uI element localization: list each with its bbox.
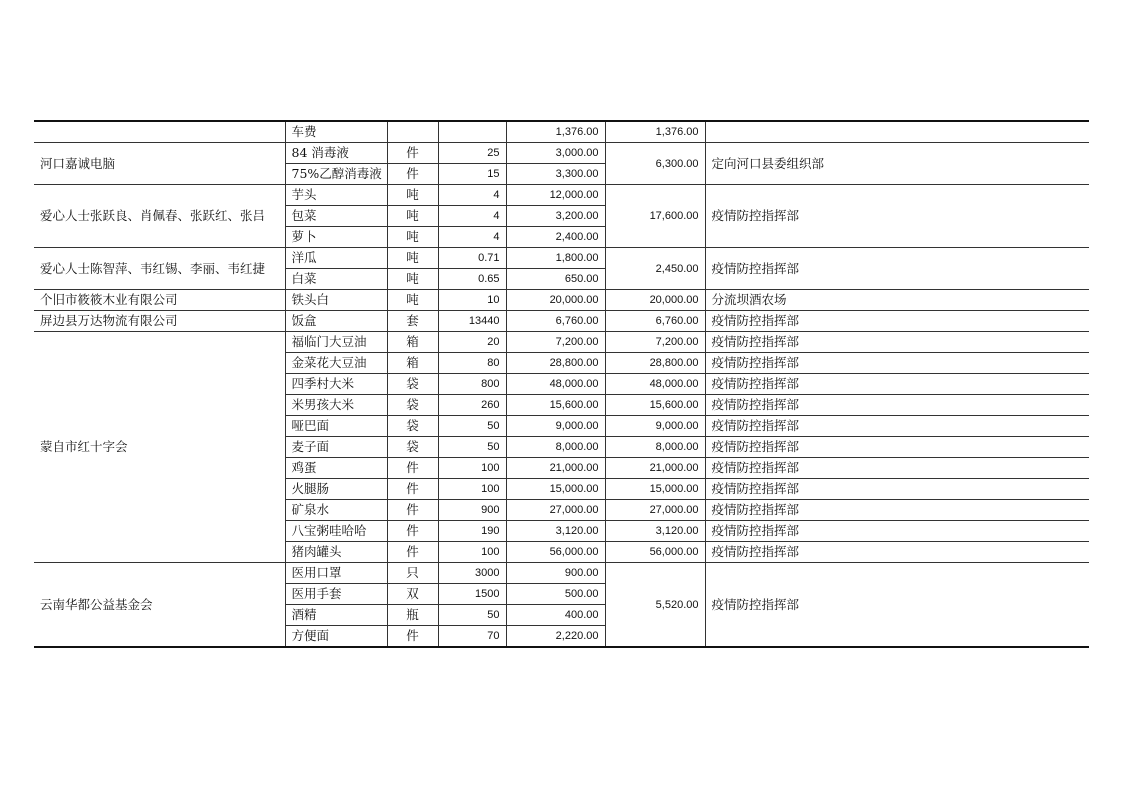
total-cell: 15,600.00 (605, 395, 705, 416)
item-name-cell: 福临门大豆油 (285, 332, 387, 353)
item-name-cell: 芋头 (285, 185, 387, 206)
donor-cell: 蒙自市红十字会 (34, 332, 285, 563)
total-cell: 6,760.00 (605, 311, 705, 332)
destination-cell: 疫情防控指挥部 (705, 437, 1089, 458)
unit-cell: 吨 (387, 206, 438, 227)
amount-cell: 2,400.00 (506, 227, 605, 248)
item-name-cell: 酒精 (285, 605, 387, 626)
destination-cell: 疫情防控指挥部 (705, 395, 1089, 416)
total-cell: 5,520.00 (605, 563, 705, 648)
total-cell: 15,000.00 (605, 479, 705, 500)
unit-cell: 吨 (387, 248, 438, 269)
quantity-cell (438, 121, 506, 143)
item-name-cell: 萝卜 (285, 227, 387, 248)
table-row (34, 332, 1089, 353)
donor-cell: 爱心人士陈智萍、韦红锡、李丽、韦红捷 (34, 248, 285, 290)
amount-cell: 6,760.00 (506, 311, 605, 332)
amount-cell: 400.00 (506, 605, 605, 626)
amount-cell: 900.00 (506, 563, 605, 584)
donor-cell: 个旧市筱筱木业有限公司 (34, 290, 285, 311)
quantity-cell: 25 (438, 143, 506, 164)
unit-cell: 套 (387, 311, 438, 332)
item-name-cell: 金菜花大豆油 (285, 353, 387, 374)
destination-cell: 疫情防控指挥部 (705, 458, 1089, 479)
amount-cell: 3,120.00 (506, 521, 605, 542)
total-cell: 6,300.00 (605, 143, 705, 185)
donor-cell: 屏边县万达物流有限公司 (34, 311, 285, 332)
quantity-cell: 900 (438, 500, 506, 521)
quantity-cell: 800 (438, 374, 506, 395)
unit-cell: 吨 (387, 227, 438, 248)
item-name-cell: 猪肉罐头 (285, 542, 387, 563)
item-name-cell: 白菜 (285, 269, 387, 290)
unit-cell: 件 (387, 626, 438, 648)
amount-cell: 650.00 (506, 269, 605, 290)
item-name-cell: 哑巴面 (285, 416, 387, 437)
total-cell: 27,000.00 (605, 500, 705, 521)
destination-cell: 疫情防控指挥部 (705, 332, 1089, 353)
unit-cell: 件 (387, 458, 438, 479)
destination-cell: 疫情防控指挥部 (705, 185, 1089, 248)
donor-cell: 云南华都公益基金会 (34, 563, 285, 648)
destination-cell: 分流坝酒农场 (705, 290, 1089, 311)
unit-cell (387, 121, 438, 143)
unit-cell: 袋 (387, 374, 438, 395)
unit-cell: 袋 (387, 416, 438, 437)
quantity-cell: 260 (438, 395, 506, 416)
destination-cell: 定向河口县委组织部 (705, 143, 1089, 185)
unit-cell: 袋 (387, 437, 438, 458)
total-cell: 9,000.00 (605, 416, 705, 437)
quantity-cell: 0.65 (438, 269, 506, 290)
total-cell: 2,450.00 (605, 248, 705, 290)
destination-cell: 疫情防控指挥部 (705, 563, 1089, 648)
unit-cell: 件 (387, 479, 438, 500)
donation-table-body (34, 121, 1089, 647)
destination-cell: 疫情防控指挥部 (705, 479, 1089, 500)
item-name-cell: 方便面 (285, 626, 387, 648)
table-row (34, 563, 1089, 584)
item-name-cell: 车费 (285, 121, 387, 143)
total-cell: 3,120.00 (605, 521, 705, 542)
unit-cell: 件 (387, 500, 438, 521)
amount-cell: 3,200.00 (506, 206, 605, 227)
amount-cell: 27,000.00 (506, 500, 605, 521)
unit-cell: 件 (387, 164, 438, 185)
quantity-cell: 3000 (438, 563, 506, 584)
item-name-cell: 饭盒 (285, 311, 387, 332)
amount-cell: 9,000.00 (506, 416, 605, 437)
item-name-cell: 矿泉水 (285, 500, 387, 521)
quantity-cell: 4 (438, 227, 506, 248)
item-name-cell: 鸡蛋 (285, 458, 387, 479)
amount-cell: 56,000.00 (506, 542, 605, 563)
quantity-cell: 80 (438, 353, 506, 374)
amount-cell: 21,000.00 (506, 458, 605, 479)
amount-cell: 500.00 (506, 584, 605, 605)
unit-cell: 双 (387, 584, 438, 605)
destination-cell: 疫情防控指挥部 (705, 416, 1089, 437)
quantity-cell: 100 (438, 458, 506, 479)
amount-cell: 3,300.00 (506, 164, 605, 185)
destination-cell: 疫情防控指挥部 (705, 353, 1089, 374)
total-cell: 56,000.00 (605, 542, 705, 563)
unit-cell: 件 (387, 542, 438, 563)
donor-cell (34, 121, 285, 143)
item-name-cell: 洋瓜 (285, 248, 387, 269)
destination-cell: 疫情防控指挥部 (705, 542, 1089, 563)
item-name-cell: 医用口罩 (285, 563, 387, 584)
table-row (34, 290, 1089, 311)
amount-cell: 3,000.00 (506, 143, 605, 164)
table-row (34, 143, 1089, 164)
quantity-cell: 15 (438, 164, 506, 185)
quantity-cell: 50 (438, 416, 506, 437)
quantity-cell: 10 (438, 290, 506, 311)
destination-cell: 疫情防控指挥部 (705, 374, 1089, 395)
amount-cell: 12,000.00 (506, 185, 605, 206)
destination-cell (705, 121, 1089, 143)
amount-cell: 48,000.00 (506, 374, 605, 395)
table-row (34, 248, 1089, 269)
quantity-cell: 100 (438, 542, 506, 563)
total-cell: 28,800.00 (605, 353, 705, 374)
unit-cell: 箱 (387, 332, 438, 353)
donor-cell: 爱心人士张跃良、肖佩春、张跃红、张吕 (34, 185, 285, 248)
unit-cell: 件 (387, 521, 438, 542)
total-cell: 48,000.00 (605, 374, 705, 395)
donor-cell: 河口嘉诚电脑 (34, 143, 285, 185)
unit-cell: 件 (387, 143, 438, 164)
table-row (34, 121, 1089, 143)
item-name-cell: 火腿肠 (285, 479, 387, 500)
amount-cell: 8,000.00 (506, 437, 605, 458)
item-name-cell: 75%乙醇消毒液 (285, 164, 387, 185)
quantity-cell: 13440 (438, 311, 506, 332)
destination-cell: 疫情防控指挥部 (705, 311, 1089, 332)
amount-cell: 28,800.00 (506, 353, 605, 374)
amount-cell: 20,000.00 (506, 290, 605, 311)
amount-cell: 15,600.00 (506, 395, 605, 416)
quantity-cell: 20 (438, 332, 506, 353)
total-cell: 1,376.00 (605, 121, 705, 143)
item-name-cell: 84 消毒液 (285, 143, 387, 164)
unit-cell: 瓶 (387, 605, 438, 626)
quantity-cell: 4 (438, 185, 506, 206)
table-row (34, 311, 1089, 332)
unit-cell: 袋 (387, 395, 438, 416)
total-cell: 21,000.00 (605, 458, 705, 479)
quantity-cell: 70 (438, 626, 506, 648)
quantity-cell: 1500 (438, 584, 506, 605)
amount-cell: 1,800.00 (506, 248, 605, 269)
quantity-cell: 190 (438, 521, 506, 542)
quantity-cell: 50 (438, 605, 506, 626)
item-name-cell: 医用手套 (285, 584, 387, 605)
quantity-cell: 50 (438, 437, 506, 458)
destination-cell: 疫情防控指挥部 (705, 521, 1089, 542)
quantity-cell: 0.71 (438, 248, 506, 269)
amount-cell: 2,220.00 (506, 626, 605, 648)
total-cell: 7,200.00 (605, 332, 705, 353)
item-name-cell: 麦子面 (285, 437, 387, 458)
total-cell: 8,000.00 (605, 437, 705, 458)
destination-cell: 疫情防控指挥部 (705, 500, 1089, 521)
amount-cell: 15,000.00 (506, 479, 605, 500)
item-name-cell: 铁头白 (285, 290, 387, 311)
table-row (34, 185, 1089, 206)
total-cell: 17,600.00 (605, 185, 705, 248)
donation-table (34, 120, 1089, 648)
total-cell: 20,000.00 (605, 290, 705, 311)
quantity-cell: 100 (438, 479, 506, 500)
destination-cell: 疫情防控指挥部 (705, 248, 1089, 290)
unit-cell: 吨 (387, 290, 438, 311)
item-name-cell: 米男孩大米 (285, 395, 387, 416)
amount-cell: 1,376.00 (506, 121, 605, 143)
amount-cell: 7,200.00 (506, 332, 605, 353)
unit-cell: 吨 (387, 185, 438, 206)
item-name-cell: 包菜 (285, 206, 387, 227)
unit-cell: 吨 (387, 269, 438, 290)
item-name-cell: 四季村大米 (285, 374, 387, 395)
unit-cell: 只 (387, 563, 438, 584)
unit-cell: 箱 (387, 353, 438, 374)
quantity-cell: 4 (438, 206, 506, 227)
item-name-cell: 八宝粥哇哈哈 (285, 521, 387, 542)
